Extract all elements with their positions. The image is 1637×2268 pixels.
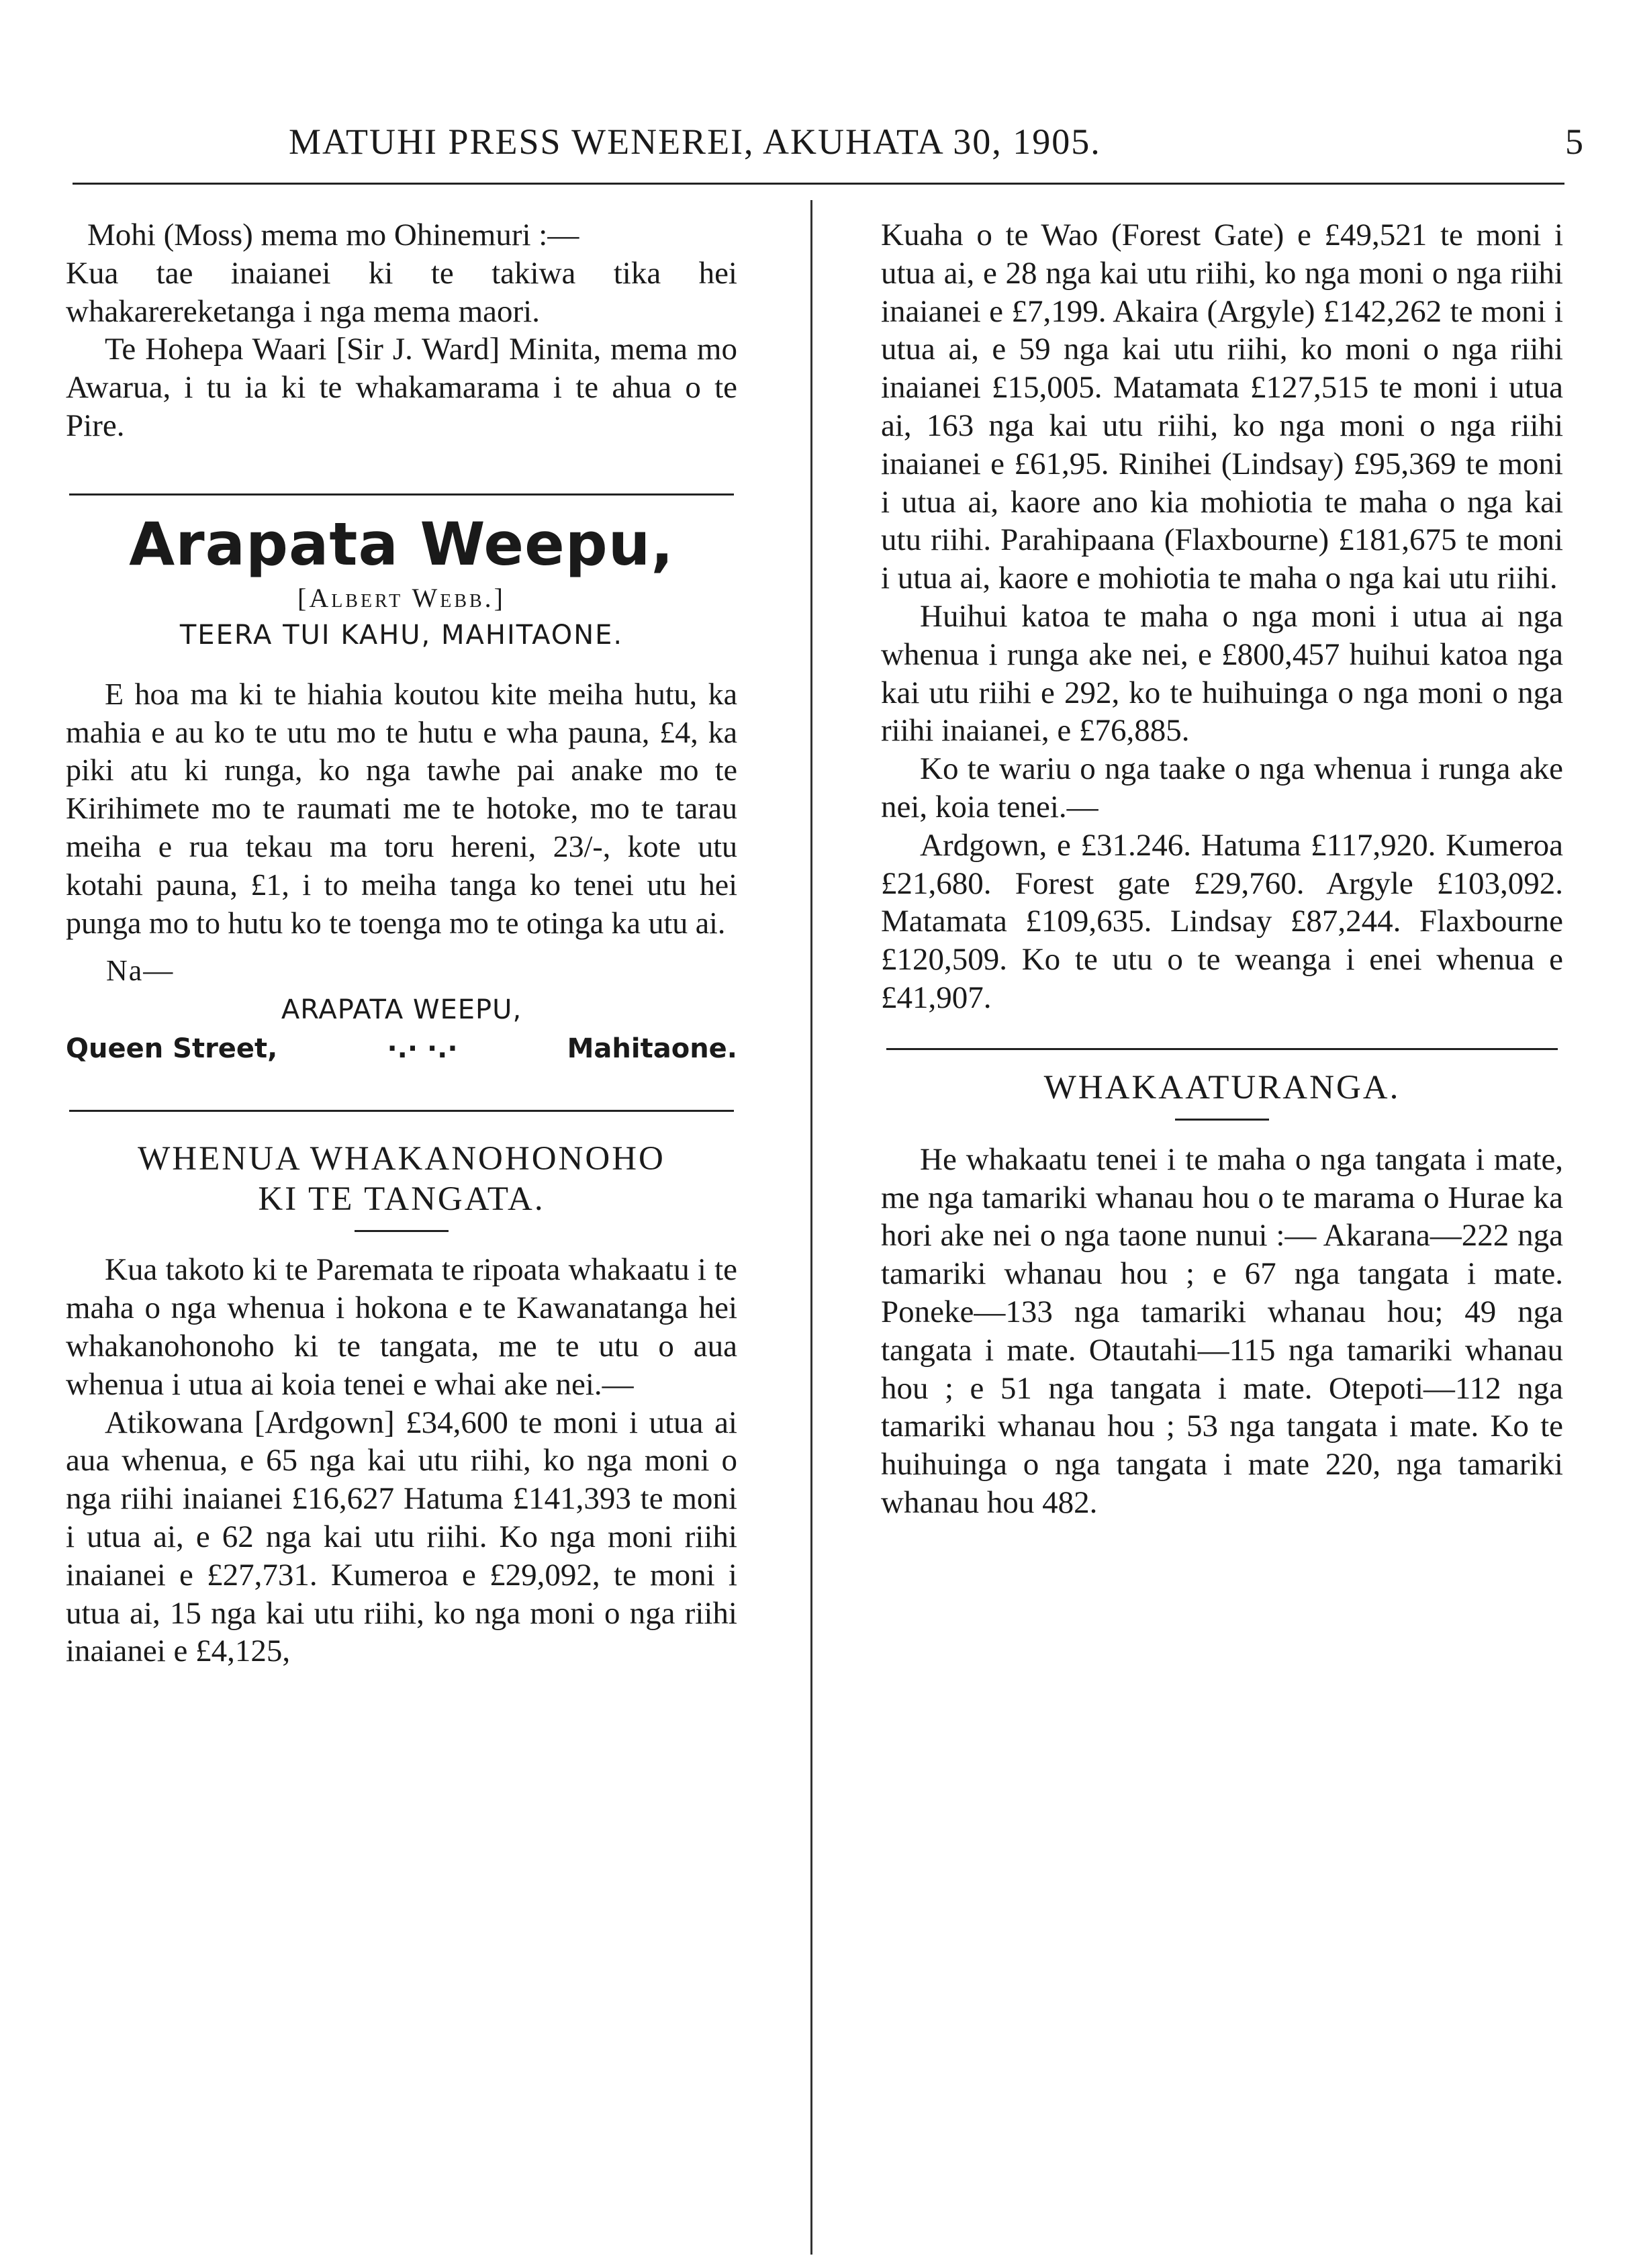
ad-address (66, 1029, 737, 1068)
heading-rule (355, 1230, 449, 1232)
section-title-line-2: KI TE TANGATA. (258, 1180, 545, 1219)
column-divider (810, 200, 812, 2255)
section-paragraph-1: Kua takoto ki te Paremata te ripoata whakaatu i te maha o nga whenua i hokona e te Kawanatanga hei whakanohonoho ki te tangata, me te utu o aua whenua i utua ai koia tenei e whai ake nei.— (66, 1252, 737, 1402)
section-rule (69, 1110, 734, 1112)
page-number: 5 (1565, 122, 1583, 162)
ad-address-dots: ·.· ·.· (387, 1033, 458, 1065)
ad-address-street: Queen Street, (66, 1033, 278, 1065)
section-rule (886, 1048, 1558, 1050)
section-rule (69, 493, 734, 495)
section-heading (66, 1139, 737, 1219)
right-paragraph-2: Huihui katoa te maha o nga moni i utua ai nga whenua i runga ake nei, e £800,457 huihui katoa nga kai utu riihi e 292, ko te huihuinga o nga moni o nga riihi inaianei, e £76,885. (881, 598, 1563, 749)
header-rule (73, 183, 1564, 185)
ad-address-town: Mahitaone. (567, 1033, 737, 1065)
ad-na: Na— (106, 954, 175, 988)
ad-signature: ARAPATA WEEPU, (281, 994, 522, 1026)
ad-tagline: TEERA TUI KAHU, MAHITAONE. (179, 619, 624, 651)
section-title: WHAKAATURANGA. (1043, 1068, 1401, 1106)
intro-line-2: Kua tae inaianei ki te takiwa tika hei whakarereketanga i nga mema maori. (66, 255, 737, 329)
right-paragraph-5: He whakaatu tenei i te maha o nga tangata i mate, me nga tamariki whanau hou o te marama o Hurae ka hori ake nei o nga taone nunui :— Akarana—222 nga tamariki whanau hou ; e 67 nga tangata i mate. Poneke—133 nga tamariki whanau hou; 49 nga tangata i mate. Otautahi—115 nga tamariki whanau hou ; e 51 nga tangata i mate. Otepoti—112 nga tamariki whanau hou ; 53 nga tangata i mate. Ko te huihuinga o nga tangata i mate 220, nga tamariki whanau hou 482. (881, 1141, 1563, 1520)
ad-subtitle: [Albert Webb.] (297, 582, 506, 613)
ad-title: Arapata Weepu, (129, 509, 674, 579)
right-column (881, 216, 1563, 1522)
intro-line-1: Mohi (Moss) mema mo Ohinemuri :— (87, 218, 579, 252)
advertisement (66, 508, 737, 1069)
right-paragraph-4: Ardgown, e £31.246. Hatuma £117,920. Kumeroa £21,680. Forest gate £29,760. Argyle £103,092. Matamata £109,635. Lindsay £87,244. Flaxbourne £120,509. Ko te utu o te weanga i enei whenua e £41,907. (881, 827, 1563, 1015)
page-header (0, 121, 1637, 168)
section-title-line-1: WHENUA WHAKANOHONOHO (138, 1140, 665, 1178)
left-column (66, 216, 737, 1670)
section-paragraph-2: Atikowana [Ardgown] £34,600 te moni i utua ai aua whenua, e 65 nga kai utu riihi, ko nga moni o nga riihi inaianei £16,627 Hatuma £141,393 te moni i utua ai, e 62 nga kai utu riihi. Ko nga moni riihi inaianei e £27,731. Kumeroa e £29,092, te moni i utua ai, 15 nga kai utu riihi, ko nga moni o nga riihi inaianei e £4,125, (66, 1405, 737, 1669)
masthead-title: MATUHI PRESS WENEREI, AKUHATA 30, 1905. (289, 122, 1101, 162)
right-paragraph-1: Kuaha o te Wao (Forest Gate) e £49,521 te moni i utua ai, e 28 nga kai utu riihi, ko nga moni o nga riihi inaianei e £7,199. Akaira (Argyle) £142,262 te moni i utua ai, e 59 nga kai utu riihi, ko moni o nga riihi inaianei £15,005. Matamata £127,515 te moni i utua ai, 163 nga kai utu riihi, ko nga moni o nga riihi inaianei e £61,95. Rinihei (Lindsay) £95,369 te moni i utua ai, kaore ano kia mohiotia te maha o nga kai utu riihi. Parahipaana (Flaxbourne) £181,675 te moni i utua ai, kaore e mohiotia te maha o nga kai utu riihi. (881, 218, 1563, 596)
intro-line-3: Te Hohepa Waari [Sir J. Ward] Minita, mema mo Awarua, i tu ia ki te whakamarama i te ahua o te Pire. (66, 332, 737, 443)
right-paragraph-3: Ko te wariu o nga taake o nga whenua i runga ake nei, koia tenei.— (881, 751, 1563, 824)
heading-rule (1175, 1119, 1269, 1121)
ad-body: E hoa ma ki te hiahia koutou kite meiha hutu, ka mahia e au ko te utu mo te hutu e wha pauna, £4, ka piki atu ki runga, ko nga tawhe pai anake mo te Kirihimete mo te raumati me te hotoke, mo te tarau meiha e rua tekau ma toru hereni, 23/-, kote utu kotahi pauna, £1, i to meiha tanga ko tenei utu hei punga mo to hutu ko te toenga mo te otinga ka utu ai. (66, 676, 737, 940)
